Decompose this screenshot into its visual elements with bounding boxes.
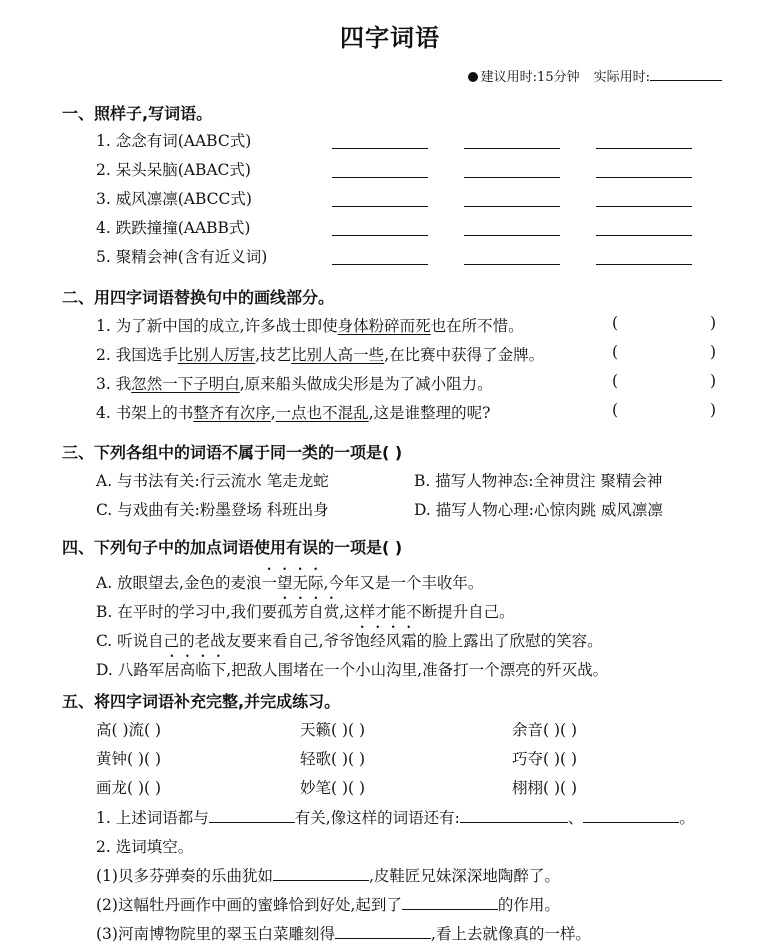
section-2-heading: 二、用四字词语替换句中的画线部分。 [62, 288, 335, 307]
answer-paren-left: ( [612, 401, 619, 419]
underlined-phrase: 比别人高一些 [291, 346, 385, 364]
answer-blank[interactable] [583, 808, 679, 823]
s1-item: 3. 威风凛凛(ABCC式) [96, 190, 252, 208]
s4-option-c[interactable]: C. 听说自己的老战友要来看自己,爷爷饱经风霜的脸上露出了欣慰的笑容。 [96, 632, 603, 650]
s4-option-d[interactable]: D. 八路军居高临下,把敌人围堵在一个小山沟里,准备打一个漂亮的歼灭战。 [96, 661, 609, 679]
s2-item: 1. 为了新中国的成立,许多战士即使身体粉碎而死也在所不惜。 [96, 317, 524, 335]
section-4-heading: 四、下列句子中的加点词语使用有误的一项是( ) [62, 538, 403, 557]
answer-blank[interactable] [460, 808, 568, 823]
answer-paren-right: ) [710, 372, 717, 390]
answer-line[interactable] [596, 206, 692, 207]
underlined-phrase: 身体粉碎而死 [337, 317, 431, 335]
answer-line[interactable] [332, 206, 428, 207]
idiom-fill[interactable]: 黄钟( )( ) [96, 750, 162, 768]
clock-icon [468, 72, 478, 82]
dotted-word: 孤芳自赏 [277, 603, 340, 621]
answer-blank[interactable] [209, 808, 295, 823]
answer-line[interactable] [596, 177, 692, 178]
idiom-fill[interactable]: 天籁( )( ) [300, 721, 366, 739]
section-5-heading: 五、将四字词语补充完整,并完成练习。 [62, 692, 341, 711]
dotted-word: 饱经风霜 [354, 632, 417, 650]
answer-line[interactable] [596, 235, 692, 236]
answer-paren-left: ( [612, 372, 619, 390]
s3-option-a[interactable]: A. 与书法有关:行云流水 笔走龙蛇 [96, 472, 329, 490]
section-1-heading: 一、照样子,写词语。 [62, 104, 213, 123]
answer-line[interactable] [596, 148, 692, 149]
s2-item: 3. 我忽然一下子明白,原来船头做成尖形是为了减小阻力。 [96, 375, 493, 393]
answer-blank[interactable] [335, 924, 431, 939]
answer-line[interactable] [464, 148, 560, 149]
s1-item: 2. 呆头呆脑(ABAC式) [96, 161, 251, 179]
s1-item: 5. 聚精会神(含有近义词) [96, 248, 268, 266]
answer-line[interactable] [464, 177, 560, 178]
s5-question-1: 1. 上述词语都与 有关,像这样的词语还有: 、 。 [96, 809, 695, 827]
s2-item: 4. 书架上的书整齐有次序,一点也不混乱,这是谁整理的呢? [96, 404, 491, 422]
answer-paren-right: ) [710, 401, 717, 419]
s1-item: 4. 跌跌撞撞(AABB式) [96, 219, 251, 237]
s5-question-2-1: (1)贝多芬弹奏的乐曲犹如 ,皮鞋匠兄妹深深地陶醉了。 [96, 867, 560, 885]
answer-line[interactable] [596, 264, 692, 265]
s1-item: 1. 念念有词(AABC式) [96, 132, 252, 150]
answer-line[interactable] [332, 264, 428, 265]
answer-paren-left: ( [612, 314, 619, 332]
page-title: 四字词语 [340, 24, 440, 52]
underlined-phrase: 忽然一下子明白 [131, 375, 240, 393]
s3-option-d[interactable]: D. 描写人物心理:心惊肉跳 威风凛凛 [414, 501, 663, 519]
answer-line[interactable] [332, 148, 428, 149]
answer-paren-right: ) [710, 314, 717, 332]
idiom-fill[interactable]: 轻歌( )( ) [300, 750, 366, 768]
answer-blank[interactable] [402, 895, 498, 910]
underlined-phrase: 比别人厉害 [177, 346, 256, 364]
answer-line[interactable] [464, 264, 560, 265]
answer-line[interactable] [464, 206, 560, 207]
s3-option-b[interactable]: B. 描写人物神态:全神贯注 聚精会神 [414, 472, 663, 490]
idiom-fill[interactable]: 巧夺( )( ) [512, 750, 578, 768]
actual-time-blank[interactable] [650, 68, 722, 81]
answer-line[interactable] [464, 235, 560, 236]
idiom-fill[interactable]: 妙笔( )( ) [300, 779, 366, 797]
section-3-heading: 三、下列各组中的词语不属于同一类的一项是( ) [62, 443, 403, 462]
idiom-fill[interactable]: 画龙( )( ) [96, 779, 162, 797]
idiom-fill[interactable]: 高( )流( ) [96, 721, 162, 739]
s2-item: 2. 我国选手比别人厉害,技艺比别人高一些,在比赛中获得了金牌。 [96, 346, 545, 364]
s4-option-b[interactable]: B. 在平时的学习中,我们要孤芳自赏,这样才能不断提升自己。 [96, 603, 515, 621]
idiom-fill[interactable]: 余音( )( ) [512, 721, 578, 739]
s4-option-a[interactable]: A. 放眼望去,金色的麦浪一望无际,今年又是一个丰收年。 [96, 574, 484, 592]
actual-time-label: 实际用时: [593, 70, 650, 85]
s5-question-2-3: (3)河南博物院里的翠玉白菜雕刻得 ,看上去就像真的一样。 [96, 925, 591, 943]
answer-line[interactable] [332, 235, 428, 236]
idiom-fill[interactable]: 栩栩( )( ) [512, 779, 578, 797]
underlined-phrase: 整齐有次序 [193, 404, 271, 422]
time-info [468, 66, 722, 85]
answer-blank[interactable] [273, 866, 369, 881]
answer-line[interactable] [332, 177, 428, 178]
answer-paren-left: ( [612, 343, 619, 361]
answer-paren-right: ) [710, 343, 717, 361]
underlined-phrase: 一点也不混乱 [275, 404, 369, 422]
dotted-word: 一望无际 [261, 574, 324, 592]
suggested-time: 建议用时:15分钟 [480, 70, 580, 85]
s5-question-2: 2. 选词填空。 [96, 838, 194, 856]
dotted-word: 居高临下 [164, 661, 227, 679]
s5-question-2-2: (2)这幅牡丹画作中画的蜜蜂恰到好处,起到了 的作用。 [96, 896, 560, 914]
s3-option-c[interactable]: C. 与戏曲有关:粉墨登场 科班出身 [96, 501, 329, 519]
